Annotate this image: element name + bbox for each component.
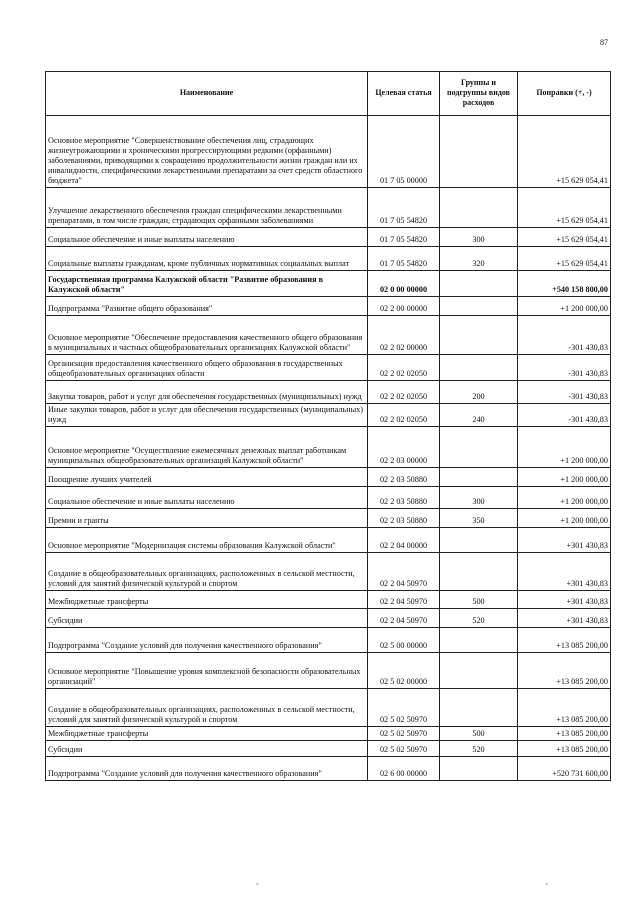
row-group-cell: 500 [440, 727, 518, 741]
row-group-cell [440, 689, 518, 727]
row-amount-cell: +13 085 200,00 [518, 727, 611, 741]
row-target-cell: 02 5 02 50970 [368, 741, 440, 757]
row-name-cell: Премии и гранты [46, 509, 368, 528]
row-group-cell: 520 [440, 741, 518, 757]
row-amount-cell: +13 085 200,00 [518, 653, 611, 689]
row-group-cell [440, 628, 518, 653]
row-group-cell [440, 271, 518, 297]
row-amount-cell: +301 430,83 [518, 609, 611, 628]
row-name-cell: Закупка товаров, работ и услуг для обеспечения государственных (муниципальных) нужд [46, 381, 368, 404]
table-row [46, 271, 611, 297]
table-row [46, 689, 611, 727]
row-name-cell: Организация предоставления качественного общего образования в государственных общеобразовательных организациях области [46, 355, 368, 381]
row-name-cell: Основное мероприятие "Осуществление ежемесячных денежных выплат работникам муниципальных общеобразовательных организаций Калужской области" [46, 427, 368, 468]
table-row [46, 727, 611, 741]
row-target-cell: 02 5 00 00000 [368, 628, 440, 653]
row-target-cell: 02 6 00 00000 [368, 757, 440, 781]
row-group-cell: 300 [440, 228, 518, 247]
table-row [46, 628, 611, 653]
table-row [46, 468, 611, 487]
row-name-cell: Основное мероприятие "Повышение уровня комплексной безопасности образовательных организаций" [46, 653, 368, 689]
row-target-cell: 02 2 04 50970 [368, 591, 440, 609]
row-amount-cell: +13 085 200,00 [518, 741, 611, 757]
row-group-cell [440, 188, 518, 228]
row-target-cell: 02 2 03 50880 [368, 468, 440, 487]
row-amount-cell: +13 085 200,00 [518, 628, 611, 653]
row-target-cell: 02 2 02 02050 [368, 404, 440, 427]
row-amount-cell: +13 085 200,00 [518, 689, 611, 727]
row-group-cell: 300 [440, 487, 518, 509]
row-name-cell: Создание в общеобразовательных организациях, расположенных в сельской местности, условий для занятий физической культурой и спортом [46, 689, 368, 727]
table-row [46, 404, 611, 427]
row-amount-cell: +1 200 000,00 [518, 468, 611, 487]
row-group-cell [440, 653, 518, 689]
row-target-cell: 01 7 05 54820 [368, 228, 440, 247]
row-amount-cell: +1 200 000,00 [518, 487, 611, 509]
table-row [46, 509, 611, 528]
row-name-cell: Основное мероприятие "Совершенствование обеспечения лиц, страдающих жизнеугрожающими и хроническими прогрессирующими редкими (орфанными) заболеваниями, приводящими к сокращению продолжительности жизни граждан или их инвалидности, специфическими лекарственными препаратами за счет средств областного бюджета" [46, 116, 368, 188]
row-amount-cell: +1 200 000,00 [518, 297, 611, 316]
row-target-cell: 02 2 03 00000 [368, 427, 440, 468]
row-name-cell: Поощрение лучших учителей [46, 468, 368, 487]
row-target-cell: 02 5 02 50970 [368, 689, 440, 727]
row-amount-cell: +301 430,83 [518, 591, 611, 609]
row-target-cell: 02 2 04 00000 [368, 528, 440, 553]
table-row [46, 653, 611, 689]
row-amount-cell: +15 629 054,41 [518, 228, 611, 247]
row-amount-cell: +15 629 054,41 [518, 247, 611, 271]
row-group-cell: 350 [440, 509, 518, 528]
table-row [46, 609, 611, 628]
row-target-cell: 02 2 02 02050 [368, 381, 440, 404]
budget-table [45, 71, 611, 781]
table-row [46, 757, 611, 781]
row-amount-cell: -301 430,83 [518, 316, 611, 355]
table-row [46, 553, 611, 591]
row-target-cell: 02 2 03 50880 [368, 487, 440, 509]
row-amount-cell: -301 430,83 [518, 381, 611, 404]
row-name-cell: Социальные выплаты гражданам, кроме публичных нормативных социальных выплат [46, 247, 368, 271]
row-name-cell: Основное мероприятие "Модернизация системы образования Калужской области" [46, 528, 368, 553]
table-row [46, 381, 611, 404]
row-amount-cell: -301 430,83 [518, 404, 611, 427]
table-row [46, 188, 611, 228]
row-group-cell [440, 116, 518, 188]
table-row [46, 427, 611, 468]
header-name: Наименование [46, 72, 368, 116]
row-target-cell: 02 2 04 50970 [368, 609, 440, 628]
row-name-cell: Субсидии [46, 741, 368, 757]
row-target-cell: 01 7 05 00000 [368, 116, 440, 188]
row-group-cell [440, 316, 518, 355]
table-row [46, 355, 611, 381]
row-name-cell: Межбюджетные трансферты [46, 727, 368, 741]
footer-mark-right: ˘ [545, 882, 548, 892]
row-group-cell [440, 468, 518, 487]
row-amount-cell: +15 629 054,41 [518, 188, 611, 228]
row-name-cell: Основное мероприятие "Обеспечение предоставления качественного общего образования в муниципальных и частных общеобразовательных организациях Калужской области" [46, 316, 368, 355]
row-target-cell: 02 5 02 00000 [368, 653, 440, 689]
row-amount-cell: +540 158 800,00 [518, 271, 611, 297]
row-group-cell: 500 [440, 591, 518, 609]
row-target-cell: 02 2 00 00000 [368, 297, 440, 316]
table-header-row [46, 72, 611, 116]
row-name-cell: Иные закупки товаров, работ и услуг для обеспечения государственных (муниципальных) нужд [46, 404, 368, 427]
row-target-cell: 01 7 05 54820 [368, 247, 440, 271]
row-group-cell: 520 [440, 609, 518, 628]
row-target-cell: 02 2 02 00000 [368, 316, 440, 355]
row-name-cell: Социальное обеспечение и иные выплаты населению [46, 487, 368, 509]
table-row [46, 591, 611, 609]
row-name-cell: Улучшение лекарственного обеспечения граждан специфическими лекарственными препаратами, в том числе граждан, страдающих орфанными заболеваниями [46, 188, 368, 228]
footer-mark-left: ˘ [256, 882, 259, 892]
table-row [46, 487, 611, 509]
table-row [46, 116, 611, 188]
table-row [46, 741, 611, 757]
table-body [46, 116, 611, 781]
row-amount-cell: +301 430,83 [518, 553, 611, 591]
table-row [46, 297, 611, 316]
row-name-cell: Социальное обеспечение и иные выплаты населению [46, 228, 368, 247]
row-group-cell: 240 [440, 404, 518, 427]
row-group-cell [440, 355, 518, 381]
row-target-cell: 02 2 04 50970 [368, 553, 440, 591]
row-name-cell: Субсидии [46, 609, 368, 628]
table-row [46, 528, 611, 553]
row-amount-cell: -301 430,83 [518, 355, 611, 381]
row-group-cell [440, 757, 518, 781]
row-name-cell: Межбюджетные трансферты [46, 591, 368, 609]
row-group-cell: 200 [440, 381, 518, 404]
header-amount: Поправки (+, -) [518, 72, 611, 116]
row-name-cell: Создание в общеобразовательных организациях, расположенных в сельской местности, условий для занятий физической культурой и спортом [46, 553, 368, 591]
row-name-cell: Государственная программа Калужской области "Развитие образования в Калужской области" [46, 271, 368, 297]
row-amount-cell: +1 200 000,00 [518, 427, 611, 468]
header-target: Целевая статья [368, 72, 440, 116]
page-number: 87 [600, 38, 608, 47]
table-row [46, 228, 611, 247]
row-name-cell: Подпрограмма "Развитие общего образования" [46, 297, 368, 316]
header-group: Группы и подгруппы видов расходов [440, 72, 518, 116]
row-amount-cell: +301 430,83 [518, 528, 611, 553]
row-group-cell [440, 427, 518, 468]
table-row [46, 316, 611, 355]
row-group-cell [440, 297, 518, 316]
row-name-cell: Подпрограмма "Создание условий для получения качественного образования" [46, 757, 368, 781]
row-target-cell: 02 0 00 00000 [368, 271, 440, 297]
row-amount-cell: +1 200 000,00 [518, 509, 611, 528]
row-target-cell: 02 2 03 50880 [368, 509, 440, 528]
row-group-cell: 320 [440, 247, 518, 271]
row-target-cell: 02 5 02 50970 [368, 727, 440, 741]
row-group-cell [440, 553, 518, 591]
row-amount-cell: +520 731 600,00 [518, 757, 611, 781]
row-name-cell: Подпрограмма "Создание условий для получения качественного образования" [46, 628, 368, 653]
row-group-cell [440, 528, 518, 553]
table-row [46, 247, 611, 271]
row-target-cell: 02 2 02 02050 [368, 355, 440, 381]
row-amount-cell: +15 629 054,41 [518, 116, 611, 188]
row-target-cell: 01 7 05 54820 [368, 188, 440, 228]
